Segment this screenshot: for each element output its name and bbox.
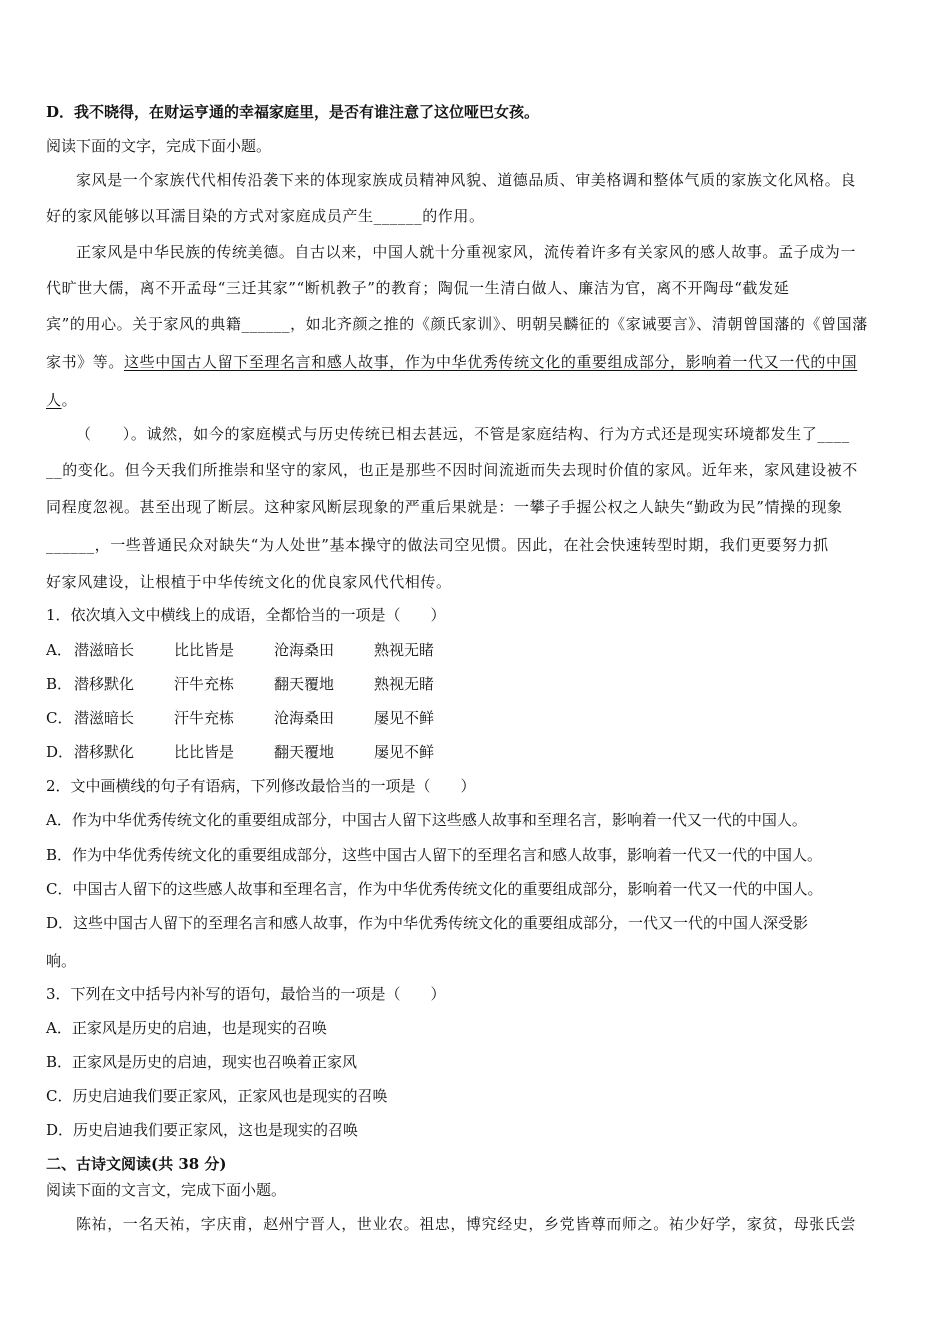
question-1-option-c	[46, 708, 908, 728]
previous-option-d: D．我不晓得，在财运亨通的幸福家庭里，是否有谁注意了这位哑巴女孩。	[46, 103, 540, 121]
question-3-option-a: A．正家风是历史的启迪，也是现实的召唤	[46, 1019, 327, 1037]
section-2-instruction: 阅读下面的文言文，完成下面小题。	[46, 1181, 287, 1199]
option-label: B．	[46, 675, 73, 693]
option-word: 比比皆是	[174, 641, 235, 659]
passage-p3-line4: ______，一些普通民众对缺失“为人处世”基本操守的做法司空见惯。因此，在社会快速转型时期，我们更要努力抓	[46, 536, 829, 554]
question-2-option-d-line1: D．这些中国古人留下的至理名言和感人故事，作为中华优秀传统文化的重要组成部分，一代又一代的中国人深受影	[46, 914, 809, 932]
passage-p1-line2: 好的家风能够以耳濡目染的方式对家庭成员产生______的作用。	[46, 207, 485, 225]
passage-p2-line1: 正家风是中华民族的传统美德。自古以来，中国人就十分重视家风，流传着许多有关家风的感人故事。孟子成为一	[76, 243, 857, 261]
question-2-stem: 2．文中画横线的句子有语病，下列修改最恰当的一项是（ ）	[46, 777, 476, 795]
passage-p2-line2: 代旷世大儒，离不开孟母“三迁其家”“断机教子”的教育；陶侃一生清白做人、廉洁为官，离不开陶母“截发延	[46, 279, 790, 297]
question-3-option-b: B．正家风是历史的启迪，现实也召唤着正家风	[46, 1053, 358, 1071]
option-word: 屡见不鲜	[374, 743, 435, 761]
passage-p2-line5-post: 。	[61, 391, 78, 409]
option-word: 屡见不鲜	[374, 709, 435, 727]
question-3-stem: 3．下列在文中括号内补写的语句，最恰当的一项是（ ）	[46, 985, 446, 1003]
question-1-option-d	[46, 742, 908, 762]
option-word: 比比皆是	[174, 743, 235, 761]
option-label: C．	[46, 709, 73, 727]
option-label: A．	[46, 641, 72, 659]
question-2-option-a: A．作为中华优秀传统文化的重要组成部分，中国古人留下这些感人故事和至理名言，影响着一代又一代的中国人。	[46, 811, 807, 829]
option-word: 翻天覆地	[274, 743, 335, 761]
question-1-option-a	[46, 640, 908, 660]
option-word: 潜滋暗长	[74, 641, 135, 659]
option-label: D．	[46, 743, 74, 761]
option-word: 汗牛充栋	[174, 675, 235, 693]
passage-p3-line5: 好家风建设，让根植于中华传统文化的优良家风代代相传。	[46, 573, 452, 591]
question-3-option-c: C．历史启迪我们要正家风，正家风也是现实的召唤	[46, 1087, 388, 1105]
section-2-heading: 二、古诗文阅读(共 38 分)	[46, 1155, 227, 1173]
underlined-sentence-end: 人	[46, 391, 62, 409]
option-word: 熟视无睹	[374, 675, 435, 693]
passage-p1-line1: 家风是一个家族代代相传沿袭下来的体现家族成员精神风貌、道德品质、审美格调和整体气质的家族文化风格。良	[76, 171, 857, 189]
question-1-option-b	[46, 674, 908, 694]
option-word: 潜移默化	[74, 743, 135, 761]
passage-p3-line3: 同程度忽视。甚至出现了断层。这种家风断层现象的严重后果就是：一攀子手握公权之人缺失“勤政为民”情操的现象	[46, 498, 843, 516]
passage-p2-line4-prefix: 家书》等。	[46, 353, 125, 371]
option-word: 汗牛充栋	[174, 709, 235, 727]
question-3-option-d: D．历史启迪我们要正家风，这也是现实的召唤	[46, 1121, 359, 1139]
reading-instruction: 阅读下面的文字，完成下面小题。	[46, 137, 272, 155]
passage-p3-line1: （ ）。诚然，如今的家庭模式与历史传统已相去甚远，不管是家庭结构、行为方式还是现实环境都发生了____	[76, 425, 850, 443]
question-1-stem: 1．依次填入文中横线上的成语，全都恰当的一项是（ ）	[46, 606, 446, 624]
option-word: 潜移默化	[74, 675, 135, 693]
passage-p3-line2: __的变化。但今天我们所推崇和坚守的家风，也正是那些不因时间流逝而失去现时价值的家风。近年来，家风建设被不	[46, 461, 858, 479]
question-2-option-c: C．中国古人留下的这些感人故事和至理名言，作为中华优秀传统文化的重要组成部分，影响着一代又一代的中国人。	[46, 880, 823, 898]
option-word: 沧海桑田	[274, 641, 335, 659]
option-word: 熟视无睹	[374, 641, 435, 659]
option-word: 潜滋暗长	[74, 709, 135, 727]
option-word: 翻天覆地	[274, 675, 335, 693]
passage-p2-line5	[46, 390, 908, 410]
question-2-option-b: B．作为中华优秀传统文化的重要组成部分，这些中国古人留下的至理名言和感人故事，影响着一代又一代的中国人。	[46, 846, 823, 864]
underlined-sentence: 这些中国古人留下至理名言和感人故事，作为中华优秀传统文化的重要组成部分，影响着一代又一代的中国	[124, 353, 858, 371]
passage-p2-line3: 宾”的用心。关于家风的典籍______，如北齐颜之推的《颜氏家训》、明朝吴麟征的《家诫要言》、清朝曾国藩的《曾国藩	[46, 315, 868, 333]
option-word: 沧海桑田	[274, 709, 335, 727]
passage-p2-line4	[46, 352, 908, 372]
question-2-option-d-line2: 响。	[46, 952, 77, 970]
classical-text-line1: 陈祐，一名天祐，字庆甫，赵州宁晋人，世业农。祖忠，博究经史，乡党皆尊而师之。祐少好学，家贫，母张氏尝	[76, 1215, 857, 1233]
